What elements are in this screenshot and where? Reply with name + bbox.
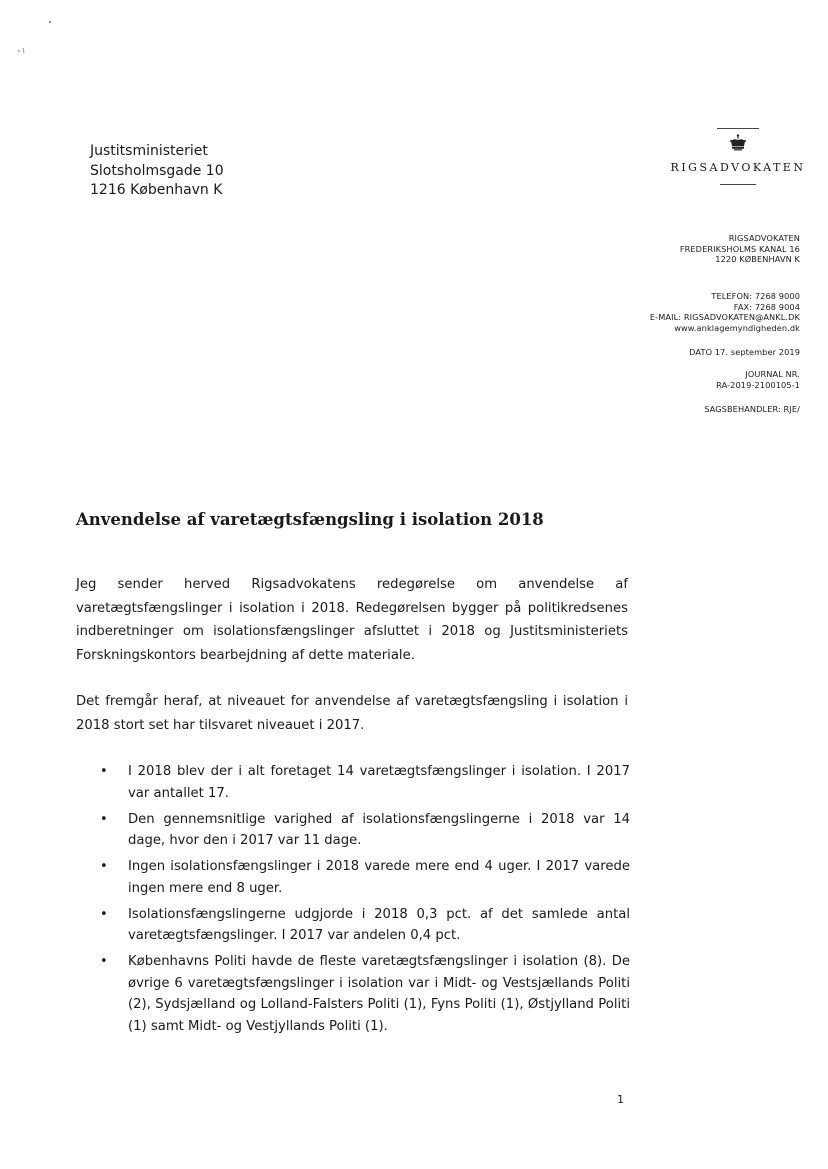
- email-line: E-MAIL: RIGSADVOKATEN@ANKL.DK: [649, 312, 800, 322]
- logo-top-rule: [717, 128, 759, 129]
- findings-list: [100, 761, 630, 1042]
- journal-number: RA-2019-2100105-1: [716, 379, 800, 390]
- journal-block: [716, 369, 800, 390]
- bullet-icon: •: [100, 954, 108, 969]
- bullet-text: Isolationsfængslingerne udgjorde i 2018 0,3 pct. af det samlede antal varetægtsfængslinger. I 2017 var andelen 0,4 pct.: [128, 906, 630, 943]
- document-title: Anvendelse af varetægtsfængsling i isolation 2018: [76, 510, 544, 529]
- journal-label: JOURNAL NR.: [745, 369, 800, 379]
- paragraph-summary: Det fremgår heraf, at niveauet for anvendelse af varetægtsfængsling i isolation i 2018 stort set har tilsvaret niveauet i 2017.: [76, 694, 628, 733]
- bullet-text: Ingen isolationsfængslinger i 2018 varede mere end 4 uger. I 2017 varede ingen mere end 8 uger.: [128, 859, 630, 896]
- list-item: [100, 809, 630, 852]
- contact-block: [650, 291, 800, 333]
- logo-bottom-rule: [720, 184, 756, 185]
- sender-city: 1220 KØBENHAVN K: [715, 254, 800, 264]
- rigsadvokaten-logo: [668, 128, 808, 185]
- list-item: [100, 856, 630, 899]
- sender-address: [680, 233, 800, 265]
- sender-name: RIGSADVOKATEN: [728, 233, 800, 243]
- paragraph-intro: Jeg sender herved Rigsadvokatens redegørelse om anvendelse af varetægtsfængslinger i isolation i 2018. Redegørelsen bygger på politikredsenes indberetninger om isolationsfængslinger afsluttet i 2018 og Justitsministeriets Forskningskontors bearbejdning af dette materiale.: [76, 577, 628, 663]
- bullet-text: I 2018 blev der i alt foretaget 14 varetægtsfængslinger i isolation. I 2017 var antallet 17.: [128, 764, 630, 801]
- web-line: www.anklagemyndigheden.dk: [674, 322, 800, 333]
- bullet-icon: •: [100, 859, 108, 874]
- list-item: [100, 761, 630, 804]
- recipient-address: [90, 142, 224, 201]
- scan-specks: [14, 14, 64, 64]
- logo-wordmark: RIGSADVOKATEN: [670, 161, 806, 174]
- crown-icon: [668, 134, 808, 156]
- recipient-city: 1216 København K: [90, 182, 223, 198]
- bullet-icon: •: [100, 811, 108, 827]
- list-item: [100, 951, 630, 1037]
- bullet-icon: •: [100, 906, 108, 922]
- bullet-icon: •: [100, 764, 108, 779]
- page-number: 1: [617, 1093, 624, 1106]
- sender-street: FREDERIKSHOLMS KANAL 16: [679, 243, 800, 254]
- bullet-text: Den gennemsnitlige varighed af isolationsfængslingerne i 2018 var 14 dage, hvor den i 2017 var 11 dage.: [128, 811, 630, 848]
- case-handler: SAGSBEHANDLER: RJE/: [704, 404, 800, 414]
- recipient-name: Justitsministeriet: [90, 143, 208, 159]
- phone-line: TELEFON: 7268 9000: [711, 291, 800, 301]
- bullet-text: Københavns Politi havde de fleste varetægtsfængslinger i isolation (8). De øvrige 6 varetægtsfængslinger i isolation var i Midt- og Vestsjællands Politi (2), Sydsjælland og Lolland-Falsters Politi (1), Fyns Politi (1), Østjylland Politi (1) samt Midt- og Vestjyllands Politi (1).: [128, 954, 630, 1034]
- date-line: DATO 17. september 2019: [689, 347, 800, 357]
- list-item: [100, 904, 630, 947]
- fax-line: FAX: 7268 9004: [733, 301, 800, 312]
- recipient-street: Slotsholmsgade 10: [90, 162, 224, 179]
